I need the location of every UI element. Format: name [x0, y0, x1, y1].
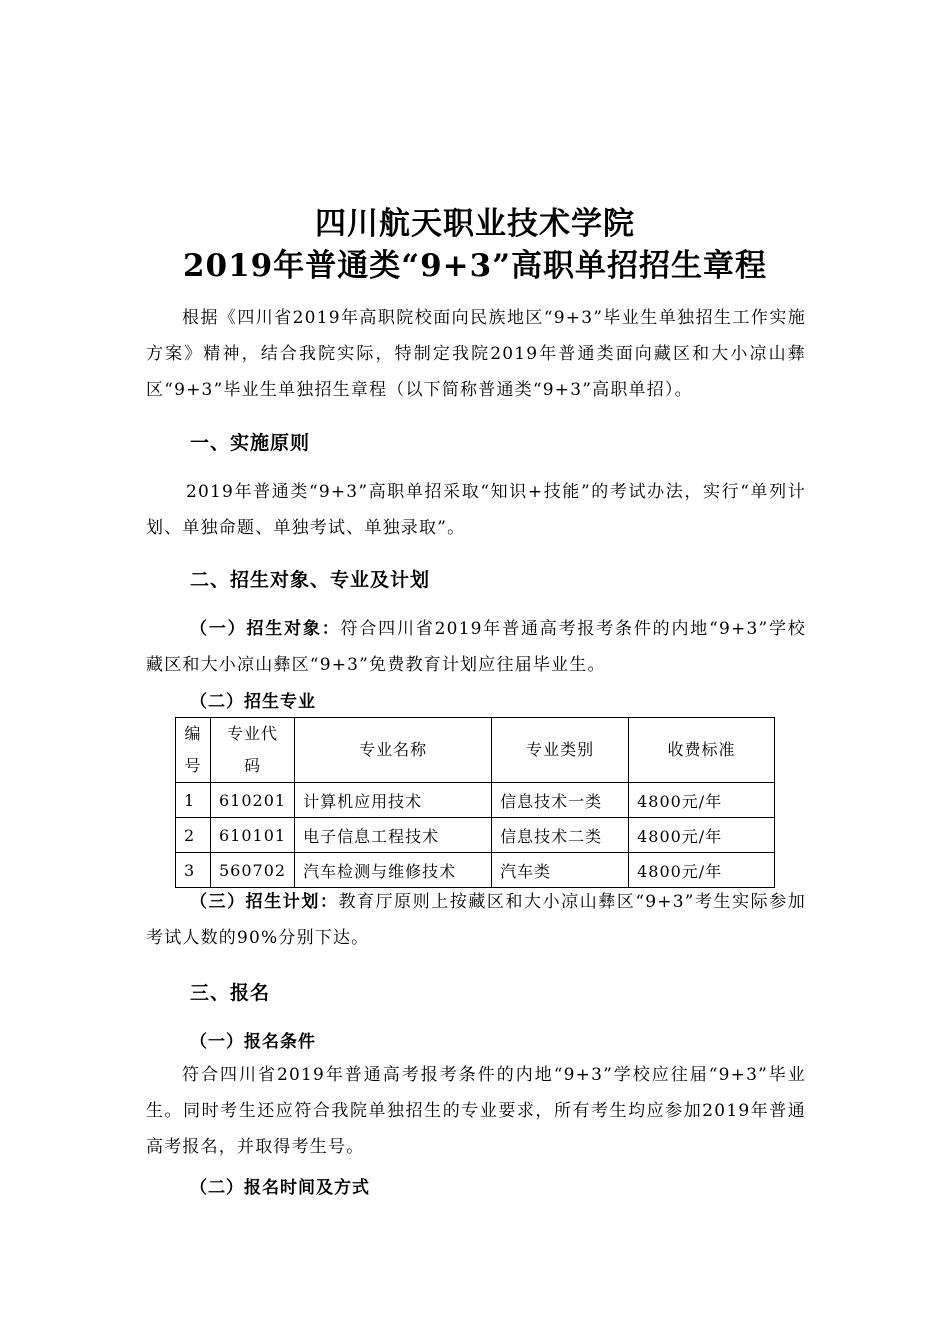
section2-plan-paragraph: [146, 884, 806, 956]
cell-name: 电子信息工程技术: [295, 818, 492, 853]
cell-category: 汽车类: [492, 853, 629, 888]
header-fee: 收费标准: [629, 718, 775, 783]
document-title-line2: 2019年普通类“9+3”高职单招招生章程: [182, 248, 768, 284]
cell-fee: 4800元/年: [629, 853, 775, 888]
section2-target-paragraph: [146, 611, 806, 683]
table-header-row: [176, 718, 775, 783]
table-row: [176, 818, 775, 853]
cell-code: 560702: [211, 853, 295, 888]
table-row: [176, 853, 775, 888]
target-label: （一）招生对象：: [190, 619, 341, 639]
header-no: 编号: [176, 718, 211, 783]
target-text: 符合四川省2019年普通高考报考条件的内地“9+3”学校藏区和大小凉山彝区“9+3”免费教育计划应往届毕业生。: [146, 619, 807, 675]
section1-body: 2019年普通类“9+3”高职单招采取“知识+技能”的考试办法，实行“单列计划、单独命题、单独考试、单独录取”。: [146, 482, 806, 538]
header-category: 专业类别: [492, 718, 629, 783]
plan-label: （三）招生计划：: [190, 892, 339, 912]
majors-label: （二）招生专业: [190, 692, 316, 712]
cell-code: 610101: [211, 818, 295, 853]
cell-no: 1: [176, 783, 211, 818]
cell-no: 3: [176, 853, 211, 888]
section2-heading: 二、招生对象、专业及计划: [190, 569, 431, 591]
header-code: 专业代码: [211, 718, 295, 783]
section1-heading: 一、实施原则: [190, 432, 311, 454]
cell-name: 汽车检测与维修技术: [295, 853, 492, 888]
table-row: [176, 783, 775, 818]
cell-no: 2: [176, 818, 211, 853]
cell-name: 计算机应用技术: [295, 783, 492, 818]
section3-heading: 三、报名: [190, 982, 271, 1004]
registration-conditions-label: （一）报名条件: [190, 1032, 316, 1052]
cell-fee: 4800元/年: [629, 783, 775, 818]
intro-paragraph: 根据《四川省2019年高职院校面向民族地区“9+3”毕业生单独招生工作实施方案》精神，结合我院实际，特制定我院2019年普通类面向藏区和大小凉山彝区“9+3”毕业生单独招生章程（以下简称普通类“9+3”高职单招）。: [146, 308, 806, 400]
registration-time-label: （二）报名时间及方式: [190, 1178, 370, 1198]
header-name: 专业名称: [295, 718, 492, 783]
cell-category: 信息技术一类: [492, 783, 629, 818]
plan-text: 教育厅原则上按藏区和大小凉山彝区“9+3”考生实际参加考试人数的90%分别下达。: [146, 892, 806, 948]
cell-category: 信息技术二类: [492, 818, 629, 853]
cell-code: 610201: [211, 783, 295, 818]
registration-conditions-text: 符合四川省2019年普通高考报考条件的内地“9+3”学校应往届“9+3”毕业生。同时考生还应符合我院单独招生的专业要求，所有考生均应参加2019年普通高考报名，并取得考生号。: [146, 1065, 806, 1157]
cell-fee: 4800元/年: [629, 818, 775, 853]
document-title-line1: 四川航天职业技术学院: [315, 206, 635, 242]
majors-table: [175, 717, 775, 888]
